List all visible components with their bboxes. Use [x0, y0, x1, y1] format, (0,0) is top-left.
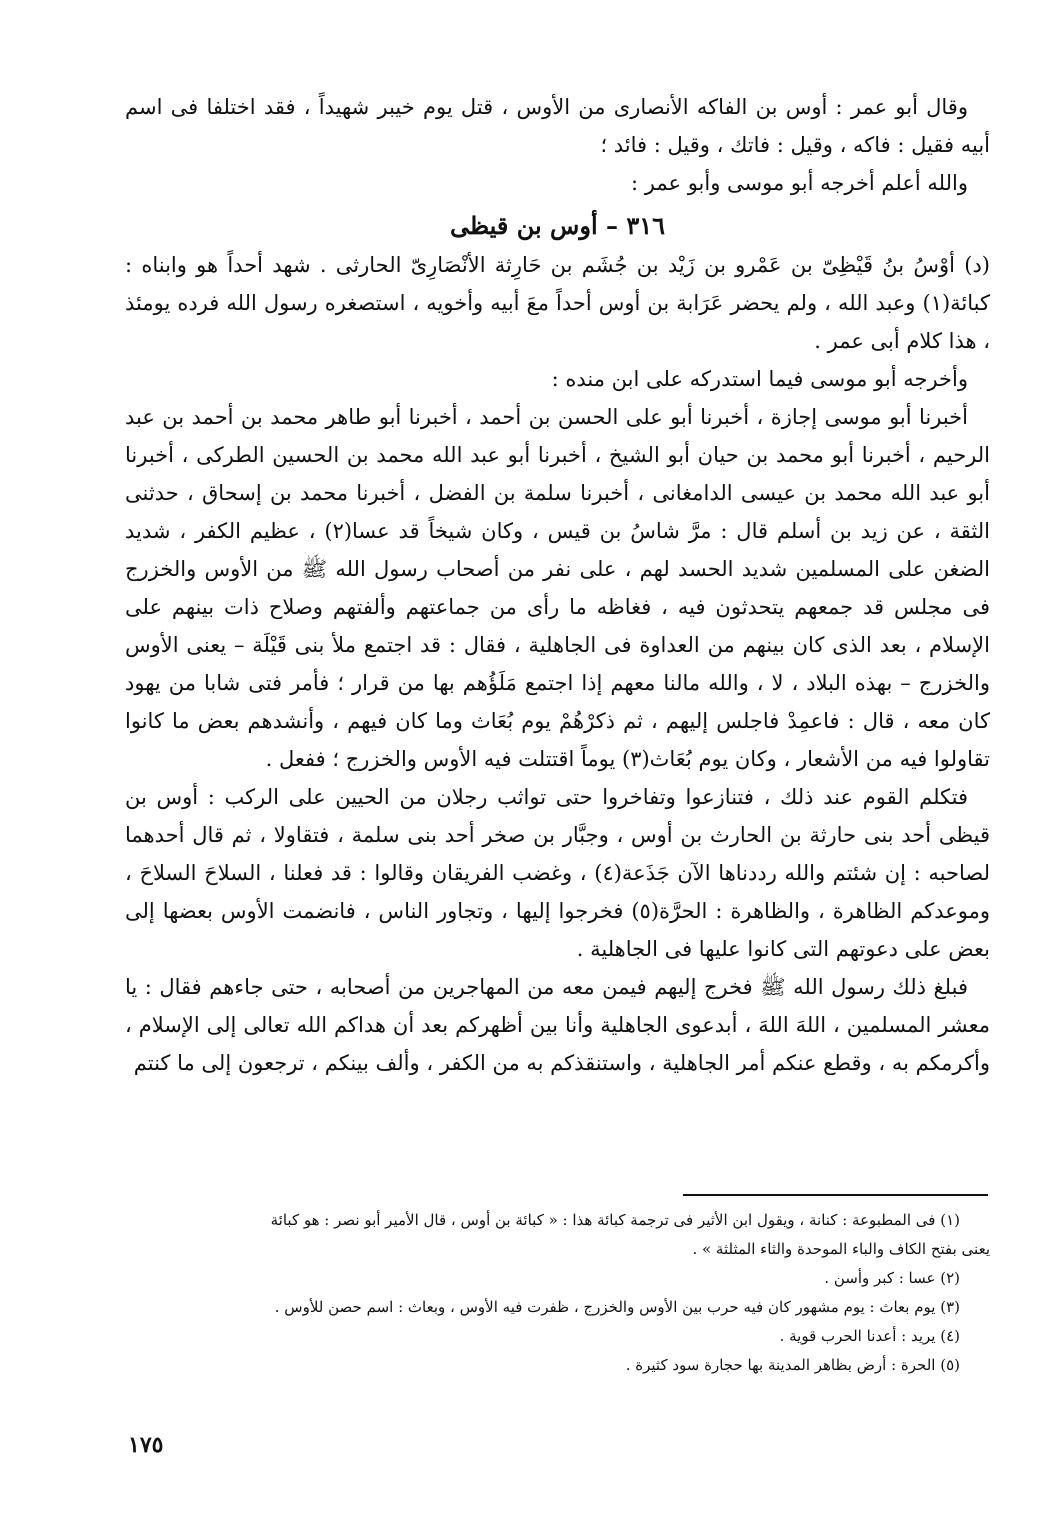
footnote-divider	[683, 1194, 988, 1196]
paragraph-attribution: والله أعلم أخرجه أبو موسى وأبو عمر :	[631, 171, 968, 195]
entry-title: – أوس بن قيظى	[449, 211, 618, 240]
paragraph-isnad-narrative: أخبرنا أبو موسى إجازة ، أخبرنا أبو على الحسن بن أحمد ، أخبرنا أبو طاهر محمد بن أحمد بن عبد الرحيم ، أخبرنا أبو محمد بن حيان أبو الشيخ ، أخبرنا أبو عبد الله محمد بن الحسين الطركى ، أخبرنا أبو عبد الله محمد بن عيسى الدامغانى ، أخبرنا سلمة بن الفضل ، أخبرنا محمد بن إسحاق ، حدثنى الثقة ، عن زيد بن أسلم قال : مرَّ شاسُ بن قيس ، وكان شيخاً قد عسا(٢) ، عظيم الكفر ، شديد الضغن على المسلمين شديد الحسد لهم ، على نفر من أصحاب رسول الله ﷺ من الأوس والخزرج فى مجلس قد جمعهم يتحدثون فيه ، فغاظه ما رأى من جماعتهم وألفتهم وصلاح ذات بينهم على الإسلام ، بعد الذى كان بينهم من العداوة فى الجاهلية ، فقال : قد اجتمع ملأ بنى قَيْلَة – يعنى الأوس والخزرج – بهذه البلاد ، لا ، والله مالنا معهم إذا اجتمع مَلَؤُهم بها من قرار ؛ فأمر فتى شابا من يهود كان معه ، قال : فاعمِدْ فاجلس إليهم ، ثم ذكرْهُمْ يوم بُعَاث وما كان فيهم ، وأنشدهم بعض ما كانوا تقاولوا فيه من الأشعار ، وكان يوم بُعَاث(٣) يوماً اقتتلت فيه الأوس والخزرج ؛ ففعل .	[125, 405, 990, 771]
paragraph-prophet-speech: فبلغ ذلك رسول الله ﷺ فخرج إليهم فيمن معه من المهاجرين من أصحابه ، حتى جاءهم فقال : يا معشر المسلمين ، اللهَ اللهَ ، أبدعوى الجاهلية وأنا بين أظهركم بعد أن هداكم الله تعالى إلى الإسلام ، وأكرمكم به ، وقطع عنكم أمر الجاهلية ، واستنقذكم به من الكفر ، وألف بينكم ، ترجعون إلى ما كنتم	[125, 975, 990, 1075]
paragraph-quarrel: فتكلم القوم عند ذلك ، فتنازعوا وتفاخروا حتى تواثب رجلان من الحيين على الركب : أوس بن قيظى أحد بنى حارثة بن الحارث بن أوس ، وجبَّار بن صخر أحد بنى سلمة ، فتقاولا ، ثم قال أحدهما لصاحبه : إن شئتم والله رددناها الآن جَذَعة(٤) ، وغضب الفريقان وقالوا : قد فعلنا ، السلاحَ السلاحَ ، وموعدكم الظاهرة ، والظاهرة : الحرَّة(٥) فخرجوا إليها ، وتجاور الناس ، فانضمت الأوس بعضها إلى بعض على دعوتهم التى كانوا عليها فى الجاهلية .	[125, 785, 990, 961]
paragraph-abu-musa: وأخرجه أبو موسى فيما استدركه على ابن منده :	[551, 367, 968, 391]
page-number: ١٧٥	[128, 1432, 164, 1458]
footnote-3: (٣) يوم بعاث : يوم مشهور كان فيه حرب بين الأوس والخزرج ، ظفرت فيه الأوس ، وبعاث : اسم حصن للأوس .	[274, 1298, 960, 1316]
footnote-1-continued: يعنى بفتح الكاف والباء الموحدة والثاء المثلثة » .	[692, 1240, 990, 1258]
footnote-2: (٢) عسا : كبر وأسن .	[824, 1269, 960, 1287]
footnotes	[125, 1206, 990, 1380]
paragraph-entry-intro: (د) أوْسُ بنُ قَيْظِىّ بن عَمْرو بن زَيْد بن جُشَم بن حَارِثة الأنْصَارِىّ الحارثى . شهد أحداً هو وابناه : كبائة(١) وعبد الله ، ولم يحضر عَرَابة بن أوس أحداً معَ أبيه وأخويه ، استصغره رسول الله فرده يومئذ ، هذا كلام أبى عمر .	[125, 253, 990, 353]
footnote-4: (٤) يريد : أعدنا الحرب قوية .	[779, 1327, 960, 1345]
entry-heading	[125, 206, 990, 246]
page-body	[125, 88, 990, 1082]
footnote-1: (١) فى المطبوعة : كنانة ، ويقول ابن الأثير فى ترجمة كبائة هذا : « كبائة بن أوس ، قال الأمير أبو نصر : هو كبائة	[270, 1211, 960, 1229]
paragraph-aws-ibn-al-fakih: وقال أبو عمر : أوس بن الفاكه الأنصارى من الأوس ، قتل يوم خيبر شهيداً ، فقد اختلفا فى اسم أبيه فقيل : فاكه ، وقيل : فاتك ، وقيل : فائد ؛	[125, 95, 990, 157]
entry-number: ٣١٦	[626, 211, 665, 240]
footnote-5: (٥) الحرة : أرض بظاهر المدينة بها حجارة سود كثيرة .	[625, 1356, 960, 1374]
